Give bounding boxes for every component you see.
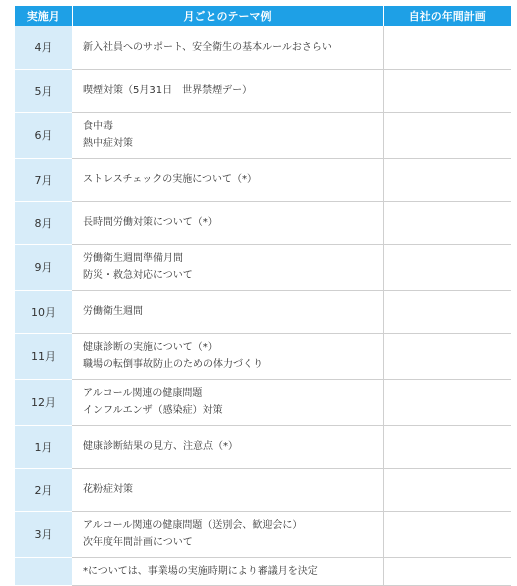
theme-cell: [72, 158, 383, 201]
plan-cell[interactable]: [383, 511, 511, 557]
plan-cell[interactable]: [383, 244, 511, 290]
theme-line: 食中毒: [83, 121, 113, 132]
plan-cell[interactable]: [383, 379, 511, 425]
theme-cell: [72, 379, 383, 425]
header-month: 実施月: [15, 6, 72, 26]
theme-cell: [72, 201, 383, 244]
plan-cell[interactable]: [383, 69, 511, 112]
month-cell: 7月: [15, 158, 72, 201]
month-cell: 6月: [15, 112, 72, 158]
footnote-text: *については、事業場の実施時期により審議月を決定: [83, 565, 318, 577]
month-cell: 4月: [15, 26, 72, 69]
table-row: [15, 201, 511, 244]
table-row: [15, 468, 511, 511]
table-row: [15, 158, 511, 201]
header-plan: 自社の年間計画: [383, 6, 511, 26]
month-cell: 1月: [15, 425, 72, 468]
month-cell: 12月: [15, 379, 72, 425]
header-theme: 月ごとのテーマ例: [72, 6, 383, 26]
theme-line: 健康診断の実施について（*）: [83, 342, 218, 353]
plan-cell[interactable]: [383, 201, 511, 244]
theme-line: アルコール関連の健康問題（送別会、歓迎会に）: [83, 520, 303, 531]
theme-cell: [72, 112, 383, 158]
theme-line: 新入社員へのサポート、安全衛生の基本ルールおさらい: [83, 41, 332, 53]
plan-cell[interactable]: [383, 333, 511, 379]
theme-line: 花粉症対策: [83, 484, 133, 495]
month-cell: 8月: [15, 201, 72, 244]
table-row: [15, 290, 511, 333]
theme-line: 防災・救急対応について: [83, 270, 193, 281]
month-cell: 2月: [15, 468, 72, 511]
plan-cell[interactable]: [383, 112, 511, 158]
table-row: [15, 26, 511, 69]
theme-cell: [72, 69, 383, 112]
table-row: [15, 244, 511, 290]
theme-line: ストレスチェックの実施について（*）: [83, 174, 257, 185]
plan-cell[interactable]: [383, 468, 511, 511]
theme-cell: [72, 244, 383, 290]
theme-line: アルコール関連の健康問題: [83, 388, 203, 399]
month-cell: 9月: [15, 244, 72, 290]
table-row: [15, 511, 511, 557]
month-cell: 10月: [15, 290, 72, 333]
plan-cell[interactable]: [383, 158, 511, 201]
theme-cell: [72, 468, 383, 511]
footnote-plan-cell: [383, 557, 511, 585]
theme-cell: [72, 425, 383, 468]
theme-line: インフルエンザ（感染症）対策: [83, 405, 223, 416]
theme-line: 次年度年間計画について: [83, 537, 193, 548]
theme-line: 長時間労働対策について（*）: [83, 217, 218, 228]
table-row: [15, 425, 511, 468]
table-row: [15, 69, 511, 112]
theme-cell: [72, 290, 383, 333]
month-cell: 5月: [15, 69, 72, 112]
table-row: [15, 379, 511, 425]
footnote-month-cell: [15, 557, 72, 585]
plan-cell[interactable]: [383, 290, 511, 333]
theme-line: 労働衛生週間準備月間: [83, 253, 183, 264]
footnote-cell: [72, 557, 383, 585]
plan-cell[interactable]: [383, 26, 511, 69]
theme-line: 職場の転倒事故防止のための体力づくり: [83, 359, 263, 370]
theme-cell: [72, 26, 383, 69]
theme-cell: [72, 511, 383, 557]
theme-line: 健康診断結果の見方、注意点（*）: [83, 441, 238, 452]
table-row: [15, 333, 511, 379]
theme-line: 熱中症対策: [83, 138, 133, 149]
table-header-row: [15, 6, 511, 26]
theme-cell: [72, 333, 383, 379]
theme-line: 労働衛生週間: [83, 306, 143, 317]
footnote-row: [15, 557, 511, 585]
annual-plan-table: [15, 6, 511, 586]
theme-line: 喫煙対策（5月31日 世界禁煙デー）: [83, 85, 253, 96]
month-cell: 3月: [15, 511, 72, 557]
plan-cell[interactable]: [383, 425, 511, 468]
table-row: [15, 112, 511, 158]
month-cell: 11月: [15, 333, 72, 379]
